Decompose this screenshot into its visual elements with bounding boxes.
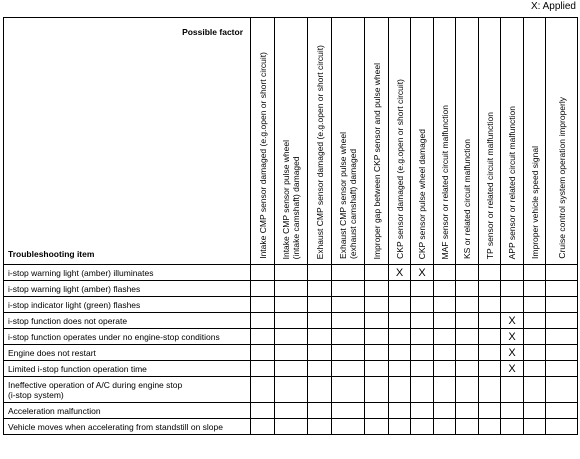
- applied-mark-cell: [411, 377, 434, 403]
- applied-mark-cell: [479, 297, 501, 313]
- applied-mark-cell: [501, 297, 524, 313]
- applied-mark-cell: [332, 377, 365, 403]
- applied-mark-cell: [456, 329, 479, 345]
- factor-header: [275, 18, 308, 265]
- applied-mark-cell: [434, 377, 456, 403]
- applied-mark-cell: [411, 419, 434, 435]
- applied-mark-cell: [524, 281, 546, 297]
- applied-mark-cell: [275, 403, 308, 419]
- factor-label: Improper gap between CKP sensor and pulse wheel: [371, 62, 382, 259]
- applied-mark-cell: [332, 419, 365, 435]
- table-row: [4, 361, 578, 377]
- applied-mark-cell: [411, 297, 434, 313]
- applied-mark-cell: [434, 297, 456, 313]
- applied-mark-cell: [275, 361, 308, 377]
- applied-mark-cell: [434, 419, 456, 435]
- possible-factor-label: Possible factor: [182, 27, 243, 37]
- applied-mark-cell: [365, 377, 389, 403]
- applied-mark-cell: [479, 265, 501, 281]
- applied-mark-cell: [389, 419, 411, 435]
- applied-mark-cell: [251, 265, 275, 281]
- applied-mark-cell: [411, 281, 434, 297]
- applied-mark-cell: [524, 329, 546, 345]
- troubleshooting-item: Acceleration malfunction: [4, 403, 251, 419]
- factor-label: Exhaust CMP sensor damaged (e.g.open or short circuit): [314, 44, 325, 259]
- factor-label: Intake CMP sensor damaged (e.g.open or short circuit): [257, 52, 268, 259]
- troubleshooting-table: [3, 17, 578, 435]
- applied-mark-cell: [251, 361, 275, 377]
- factor-label: CKP sensor damaged (e.g.open or short circuit): [394, 79, 405, 259]
- applied-mark-cell: [479, 377, 501, 403]
- applied-mark-cell: [546, 313, 578, 329]
- factor-label: KS or related circuit malfunction: [462, 139, 472, 259]
- troubleshooting-item: Vehicle moves when accelerating from standstill on slope: [4, 419, 251, 435]
- applied-mark-cell: [275, 345, 308, 361]
- applied-mark-cell: [546, 345, 578, 361]
- table-row: [4, 377, 578, 403]
- applied-mark-cell: [411, 313, 434, 329]
- applied-mark-cell: [275, 265, 308, 281]
- applied-mark-cell: [411, 345, 434, 361]
- applied-mark-cell: [524, 297, 546, 313]
- table-row: [4, 329, 578, 345]
- applied-mark-cell: [308, 361, 332, 377]
- applied-mark-cell: [524, 361, 546, 377]
- applied-mark-cell: [524, 345, 546, 361]
- applied-mark-cell: [524, 313, 546, 329]
- factor-label: Exhaust CMP sensor pulse wheel (exhaust camshaft) damaged: [338, 132, 358, 259]
- applied-mark-cell: [546, 403, 578, 419]
- applied-mark-cell: [546, 265, 578, 281]
- applied-mark-cell: X: [411, 265, 434, 281]
- applied-mark-cell: X: [501, 345, 524, 361]
- troubleshooting-item: i-stop indicator light (green) flashes: [4, 297, 251, 313]
- applied-mark-cell: [546, 419, 578, 435]
- applied-mark-cell: [434, 361, 456, 377]
- applied-mark-cell: [365, 281, 389, 297]
- applied-mark-cell: [308, 313, 332, 329]
- applied-mark-cell: [501, 403, 524, 419]
- applied-mark-cell: [308, 345, 332, 361]
- factor-label: MAF sensor or related circuit malfunction: [439, 104, 450, 259]
- table-body: [4, 265, 578, 435]
- factor-label: APP sensor or related circuit malfunction: [507, 105, 517, 259]
- applied-mark-cell: [456, 345, 479, 361]
- applied-mark-cell: [434, 281, 456, 297]
- applied-mark-cell: [275, 329, 308, 345]
- applied-mark-cell: [411, 329, 434, 345]
- applied-mark-cell: [332, 345, 365, 361]
- applied-mark-cell: [251, 345, 275, 361]
- applied-mark-cell: [434, 345, 456, 361]
- applied-mark-cell: [308, 377, 332, 403]
- applied-mark-cell: X: [501, 361, 524, 377]
- applied-mark-cell: [332, 313, 365, 329]
- applied-mark-cell: [456, 419, 479, 435]
- applied-mark-cell: [251, 297, 275, 313]
- factor-header: [308, 18, 332, 265]
- applied-mark-cell: [546, 297, 578, 313]
- applied-mark-cell: [365, 297, 389, 313]
- applied-mark-cell: [456, 281, 479, 297]
- applied-mark-cell: [524, 419, 546, 435]
- applied-mark-cell: [479, 345, 501, 361]
- applied-mark-cell: [308, 297, 332, 313]
- factor-header: [479, 18, 501, 265]
- applied-mark-cell: [308, 281, 332, 297]
- factor-header: [524, 18, 546, 265]
- applied-mark-cell: [479, 313, 501, 329]
- applied-mark-cell: [308, 265, 332, 281]
- factor-header: [365, 18, 389, 265]
- applied-mark-cell: [434, 313, 456, 329]
- factor-header: [332, 18, 365, 265]
- table-row: [4, 345, 578, 361]
- applied-mark-cell: [365, 313, 389, 329]
- applied-mark-cell: X: [389, 265, 411, 281]
- applied-mark-cell: [389, 313, 411, 329]
- applied-mark-cell: [389, 281, 411, 297]
- applied-mark-cell: [479, 361, 501, 377]
- applied-mark-cell: [308, 419, 332, 435]
- applied-mark-cell: [365, 345, 389, 361]
- applied-mark-cell: [524, 377, 546, 403]
- applied-mark-cell: [524, 265, 546, 281]
- applied-mark-cell: [434, 329, 456, 345]
- applied-mark-cell: [332, 329, 365, 345]
- applied-mark-cell: [251, 281, 275, 297]
- applied-mark-cell: [479, 281, 501, 297]
- applied-mark-cell: [332, 265, 365, 281]
- applied-mark-cell: [501, 377, 524, 403]
- troubleshooting-item: i-stop function operates under no engine-stop conditions: [4, 329, 251, 345]
- applied-mark-cell: [546, 377, 578, 403]
- applied-mark-cell: [501, 281, 524, 297]
- troubleshooting-item-label: Troubleshooting item: [8, 249, 95, 259]
- factor-label: Cruise control system operation improperly: [556, 97, 567, 259]
- header-corner: [4, 18, 251, 265]
- table-row: [4, 281, 578, 297]
- applied-mark-cell: [479, 403, 501, 419]
- applied-mark-cell: [332, 403, 365, 419]
- applied-mark-cell: [456, 403, 479, 419]
- applied-mark-cell: [251, 329, 275, 345]
- applied-mark-cell: [479, 419, 501, 435]
- applied-mark-cell: X: [501, 313, 524, 329]
- factor-header: [456, 18, 479, 265]
- applied-mark-cell: [411, 403, 434, 419]
- factor-label: TP sensor or related circuit malfunction: [484, 111, 495, 259]
- factor-label: Improper vehicle speed signal: [529, 146, 540, 259]
- applied-mark-cell: [524, 403, 546, 419]
- factor-label: Intake CMP sensor pulse wheel (intake camshaft) damaged: [281, 139, 301, 259]
- applied-mark-cell: [434, 265, 456, 281]
- troubleshooting-item: Limited i-stop function operation time: [4, 361, 251, 377]
- applied-mark-cell: [389, 403, 411, 419]
- applied-mark-cell: [389, 297, 411, 313]
- applied-mark-cell: [546, 281, 578, 297]
- applied-mark-cell: [456, 297, 479, 313]
- applied-mark-cell: [456, 377, 479, 403]
- applied-mark-cell: [546, 361, 578, 377]
- table-row: [4, 265, 578, 281]
- troubleshooting-item: Engine does not restart: [4, 345, 251, 361]
- applied-mark-cell: [332, 361, 365, 377]
- factor-header: [251, 18, 275, 265]
- table-row: [4, 403, 578, 419]
- applied-mark-cell: [275, 313, 308, 329]
- applied-mark-cell: [456, 361, 479, 377]
- troubleshooting-item: Ineffective operation of A/C during engine stop (i-stop system): [4, 377, 251, 403]
- applied-mark-cell: [251, 377, 275, 403]
- applied-mark-cell: [501, 419, 524, 435]
- applied-mark-cell: [365, 419, 389, 435]
- factor-header: [434, 18, 456, 265]
- applied-mark-cell: [251, 403, 275, 419]
- applied-mark-cell: [332, 297, 365, 313]
- applied-mark-cell: [411, 361, 434, 377]
- applied-mark-cell: [251, 419, 275, 435]
- applied-mark-cell: [251, 313, 275, 329]
- applied-mark-cell: [275, 297, 308, 313]
- legend: X: Applied: [530, 1, 576, 12]
- applied-mark-cell: [275, 281, 308, 297]
- table-row: [4, 313, 578, 329]
- applied-mark-cell: [546, 329, 578, 345]
- applied-mark-cell: [389, 329, 411, 345]
- table-row: [4, 419, 578, 435]
- applied-mark-cell: [501, 265, 524, 281]
- applied-mark-cell: [365, 329, 389, 345]
- applied-mark-cell: [365, 265, 389, 281]
- troubleshooting-item: i-stop warning light (amber) illuminates: [4, 265, 251, 281]
- factor-header: [389, 18, 411, 265]
- applied-mark-cell: [456, 265, 479, 281]
- applied-mark-cell: [308, 329, 332, 345]
- applied-mark-cell: [389, 361, 411, 377]
- factor-header: [411, 18, 434, 265]
- applied-mark-cell: [389, 345, 411, 361]
- applied-mark-cell: [308, 403, 332, 419]
- applied-mark-cell: [479, 329, 501, 345]
- applied-mark-cell: [332, 281, 365, 297]
- applied-mark-cell: X: [501, 329, 524, 345]
- factor-header: [546, 18, 578, 265]
- troubleshooting-item: i-stop warning light (amber) flashes: [4, 281, 251, 297]
- troubleshooting-item: i-stop function does not operate: [4, 313, 251, 329]
- header-row: [4, 18, 578, 265]
- applied-mark-cell: [389, 377, 411, 403]
- applied-mark-cell: [365, 361, 389, 377]
- factor-label: CKP sensor pulse wheel damaged: [417, 128, 427, 259]
- applied-mark-cell: [456, 313, 479, 329]
- table-row: [4, 297, 578, 313]
- applied-mark-cell: [275, 419, 308, 435]
- applied-mark-cell: [365, 403, 389, 419]
- applied-mark-cell: [275, 377, 308, 403]
- applied-mark-cell: [434, 403, 456, 419]
- factor-header: [501, 18, 524, 265]
